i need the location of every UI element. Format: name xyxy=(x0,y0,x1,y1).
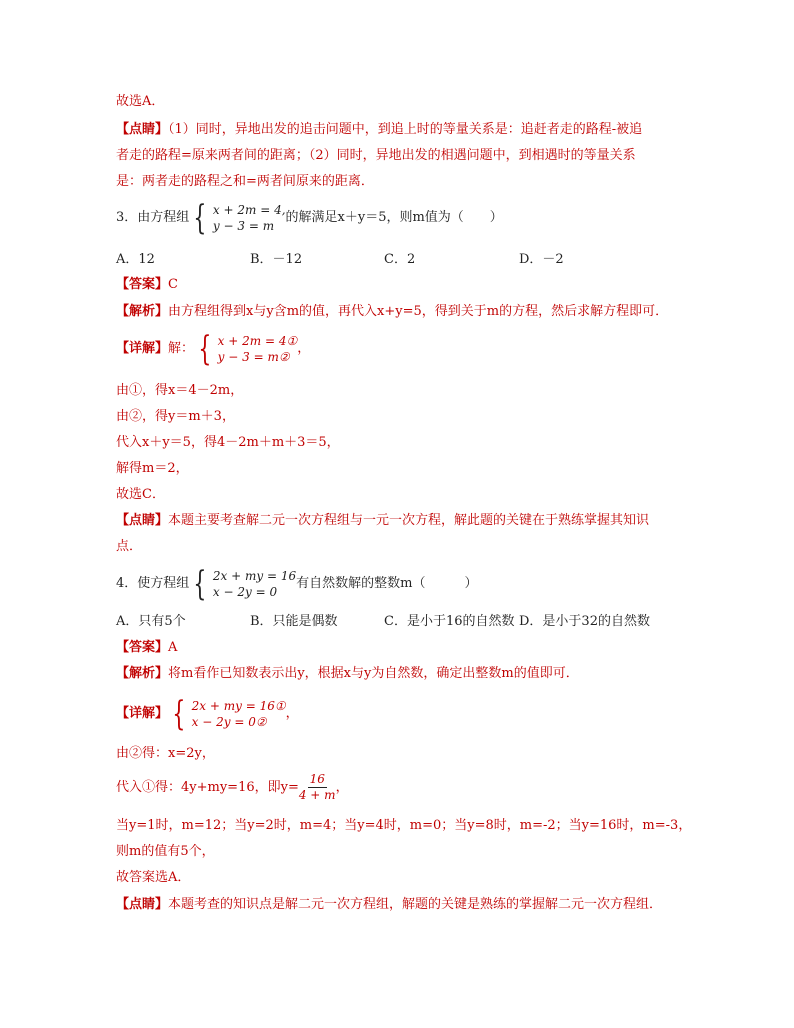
detail-text: ， xyxy=(285,706,299,721)
detail-tag: 【详解】 xyxy=(116,706,169,721)
question-text: 的解满足x＋y＝5，则m值为（ ） xyxy=(285,210,503,225)
equation: y − 3 = m② xyxy=(217,349,290,364)
step-text: 代入①得：4y+my=16，即y= xyxy=(116,780,299,795)
note-line xyxy=(116,512,649,530)
option-b: B．只能是偶数 xyxy=(250,614,338,629)
question-text: 有自然数解的整数m（ ） xyxy=(296,576,478,591)
equation: x + 2m = 4, xyxy=(212,202,286,217)
option-d: D．是小于32的自然数 xyxy=(519,614,650,629)
equation: x − 2y = 0② xyxy=(191,714,267,729)
equation-system: { x + 2m = 4① y − 3 = m② xyxy=(198,328,298,369)
option-a: A．只有5个 xyxy=(116,614,186,629)
note-tag: 【点睛】 xyxy=(116,122,169,137)
question-text: 4．使方程组 xyxy=(116,576,190,591)
answer-tag: 【答案】 xyxy=(116,640,169,655)
answer-value: C xyxy=(168,277,178,292)
question-3 xyxy=(116,197,503,238)
solution-step: 代入x＋y＝5，得4－2m＋m＋3＝5， xyxy=(116,435,340,450)
option-d: D．－2 xyxy=(519,252,564,267)
solution-step: 故选C． xyxy=(116,487,165,502)
equation: x + 2m = 4① xyxy=(217,333,298,348)
note-text: （1）同时，异地出发的追击问题中，到追上时的等量关系是：追赶者走的路程-被追 xyxy=(168,122,643,137)
detail-text: ， xyxy=(297,341,311,356)
option-a: A．12 xyxy=(116,252,155,267)
option-c: C．是小于16的自然数 xyxy=(384,614,515,629)
note-tag: 【点睛】 xyxy=(116,513,169,528)
solution-step: 由②得：x=2y， xyxy=(116,746,215,761)
answer-value: A xyxy=(168,640,178,655)
solution-step: 由②，得y＝m＋3， xyxy=(116,409,235,424)
solution-step: 则m的值有5个， xyxy=(116,844,215,859)
detail-line xyxy=(116,329,310,369)
analysis-text: 由方程组得到x与y含m的值，再代入x+y=5，得到关于m的方程，然后求解方程即可． xyxy=(168,304,669,319)
note-line xyxy=(116,896,662,914)
analysis-tag: 【解析】 xyxy=(116,666,169,681)
equation-system: { x + 2m = 4, y − 3 = m xyxy=(193,197,286,238)
note-line: 者走的路程=原来两者间的距离；（2）同时，异地出发的相遇问题中，到相遇时的等量关系 xyxy=(116,148,636,163)
note-tag: 【点睛】 xyxy=(116,897,169,912)
solution-step: 当y=1时，m=12；当y=2时，m=4；当y=4时，m=0；当y=8时，m=-2；当y=16时，m=-3， xyxy=(116,818,692,833)
solution-step xyxy=(116,770,349,806)
fraction-denominator: 4 + m xyxy=(298,788,336,802)
answer-line xyxy=(116,639,177,657)
option-c: C．2 xyxy=(384,252,416,267)
note-line xyxy=(116,121,642,139)
solution-step: 故答案选A． xyxy=(116,870,191,885)
step-text: ， xyxy=(335,780,349,795)
detail-tag: 【详解】 xyxy=(116,341,169,356)
equation: 2x + my = 16① xyxy=(191,698,286,713)
analysis-line xyxy=(116,303,668,321)
analysis-line xyxy=(116,665,579,683)
note-line: 点． xyxy=(116,539,143,554)
detail-text: 解： xyxy=(168,341,195,356)
equation: y − 3 = m xyxy=(212,218,275,233)
detail-line xyxy=(116,694,299,734)
equation-system: { 2x + my = 16 x − 2y = 0 xyxy=(193,563,297,604)
answer-tag: 【答案】 xyxy=(116,277,169,292)
note-line: 是：两者走的路程之和=两者间原来的距离． xyxy=(116,174,374,189)
solution-step: 由①，得x＝4－2m， xyxy=(116,383,244,398)
analysis-text: 将m看作已知数表示出y，根据x与y为自然数，确定出整数m的值即可． xyxy=(168,666,579,681)
fraction-numerator: 16 xyxy=(309,772,325,786)
solution-step: 解得m＝2， xyxy=(116,461,189,476)
option-b: B．－12 xyxy=(250,252,303,267)
analysis-tag: 【解析】 xyxy=(116,304,169,319)
equation: x − 2y = 0 xyxy=(212,584,278,599)
equation: 2x + my = 16 xyxy=(212,568,297,583)
equation-system: { 2x + my = 16① x − 2y = 0② xyxy=(172,693,286,734)
conclusion-line: 故选A． xyxy=(116,94,165,109)
answer-line xyxy=(116,276,178,294)
question-4 xyxy=(116,563,478,604)
note-text: 本题考查的知识点是解二元一次方程组，解题的关键是熟练的掌握解二元一次方程组． xyxy=(168,897,663,912)
fraction xyxy=(299,772,336,803)
note-text: 本题主要考查解二元一次方程组与一元一次方程，解此题的关键在于熟练掌握其知识 xyxy=(168,513,650,528)
question-text: 3．由方程组 xyxy=(116,210,190,225)
